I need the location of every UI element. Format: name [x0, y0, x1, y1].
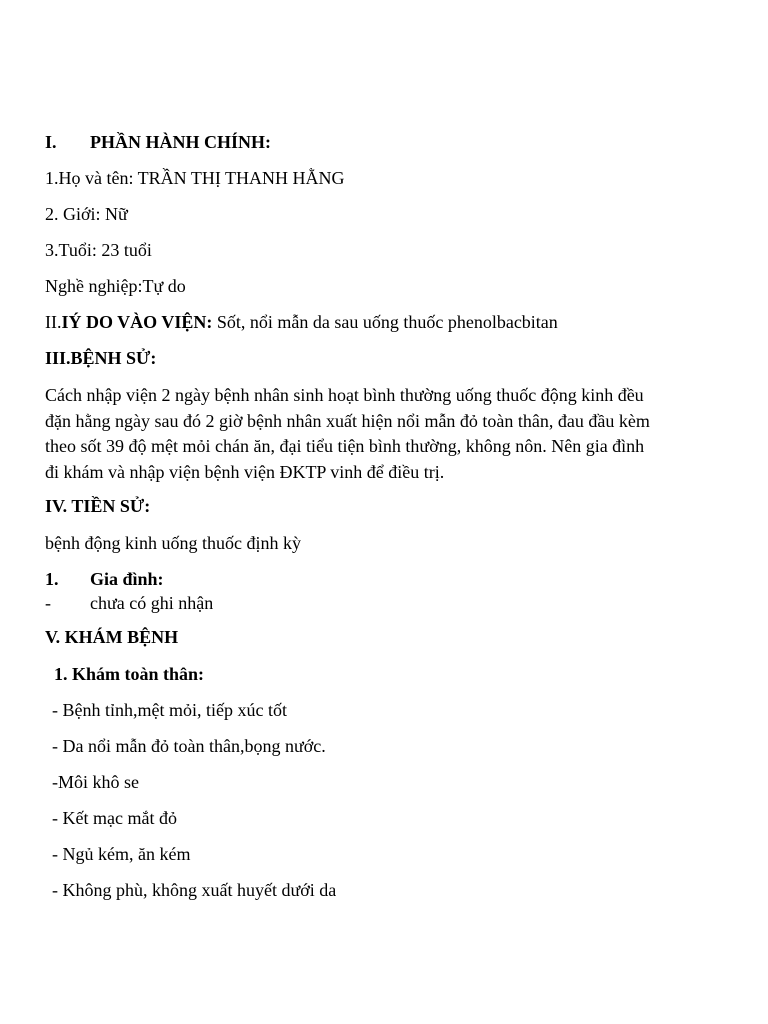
- family-text: chưa có ghi nhận: [90, 593, 214, 613]
- exam-heading: V. KHÁM BỆNH: [45, 627, 179, 647]
- history-paragraph: [45, 383, 735, 485]
- patient-name: 1.Họ và tên: TRẦN THỊ THANH HẰNG: [45, 168, 345, 188]
- reason-line: [45, 312, 558, 334]
- history-line: đi khám và nhập viện bệnh viện ĐKTP vinh để điều trị.: [45, 461, 445, 482]
- reason-prefix: II.: [45, 312, 62, 332]
- exam-item: -Môi khô se: [52, 772, 139, 792]
- past-history-heading: IV. TIỀN SỬ:: [45, 496, 151, 516]
- patient-gender: 2. Giới: Nữ: [45, 204, 128, 224]
- history-line: đặn hằng ngày sau đó 2 giờ bệnh nhân xuất hiện nổi mẫn đỏ toàn thân, đau đầu kèm: [45, 410, 650, 431]
- reason-text: Sốt, nổi mẫn da sau uống thuốc phenolbacbitan: [212, 312, 558, 332]
- patient-job: Nghề nghiệp:Tự do: [45, 276, 186, 296]
- section-title: PHẦN HÀNH CHÍNH:: [90, 132, 271, 152]
- personal-history: bệnh động kinh uống thuốc định kỳ: [45, 533, 301, 553]
- family-item: [45, 593, 213, 615]
- exam-item: - Ngủ kém, ăn kém: [52, 844, 191, 864]
- history-line: theo sốt 39 độ mệt mỏi chán ăn, đại tiểu tiện bình thường, không nôn. Nên gia đình: [45, 436, 645, 456]
- section-number: I.: [45, 132, 57, 152]
- exam-item: - Da nổi mẫn đỏ toàn thân,bọng nước.: [52, 736, 326, 756]
- family-title: Gia đình:: [90, 569, 164, 589]
- exam-item: - Không phù, không xuất huyết dưới da: [52, 880, 337, 900]
- exam-item: - Bệnh tỉnh,mệt mỏi, tiếp xúc tốt: [52, 700, 287, 720]
- patient-age: 3.Tuổi: 23 tuổi: [45, 240, 152, 260]
- reason-label: IÝ DO VÀO VIỆN:: [61, 312, 213, 332]
- history-heading: III.BỆNH SỬ:: [45, 348, 157, 368]
- family-heading: [45, 569, 164, 591]
- section-admin-heading: [45, 132, 271, 154]
- exam-item: - Kết mạc mắt đỏ: [52, 808, 177, 828]
- general-exam-heading: 1. Khám toàn thân:: [54, 664, 205, 684]
- history-line: Cách nhập viện 2 ngày bệnh nhân sinh hoạt bình thường uống thuốc động kinh đều: [45, 385, 644, 405]
- bullet-dash: -: [45, 593, 51, 613]
- family-number: 1.: [45, 569, 59, 589]
